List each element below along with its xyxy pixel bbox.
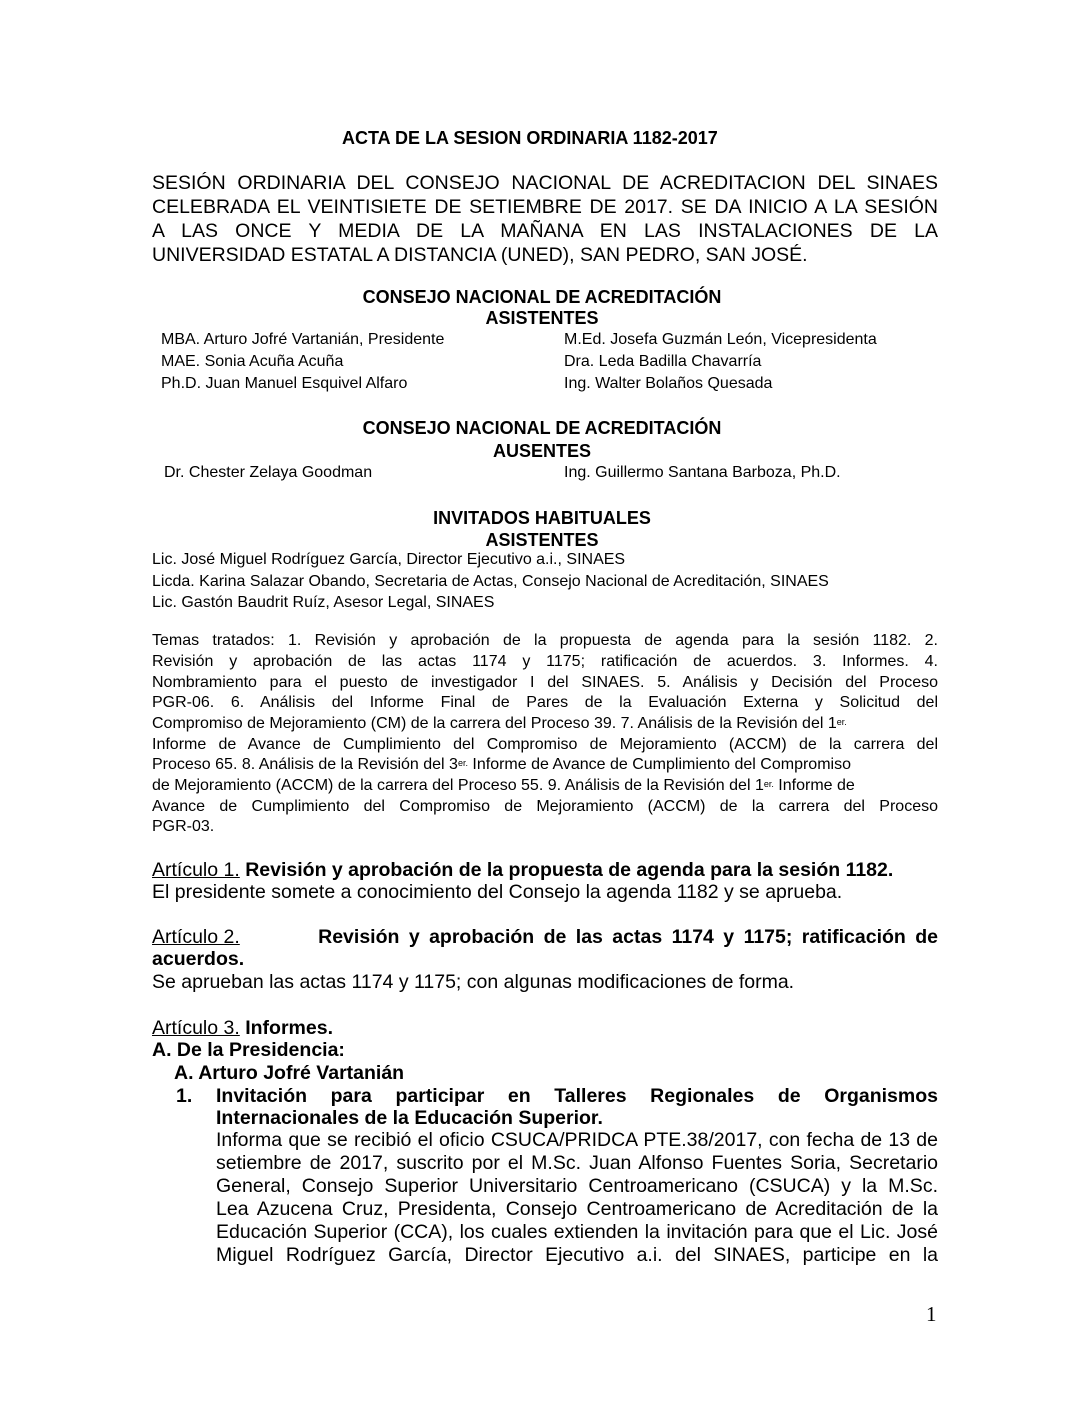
article-2-label: Artículo 2. (152, 926, 240, 948)
council-absent-subheading: AUSENTES (492, 441, 591, 461)
ordinal-suffix: er. (763, 779, 774, 789)
member-left-2: MAE. Sonia Acuña Acuña (161, 353, 344, 370)
page-number: 1 (926, 1302, 937, 1326)
item-1-body-line-3: General, Consejo Superior Universitario Centroamericano (CSUCA) y la M.Sc. (216, 1175, 938, 1197)
guest-1: Lic. José Miguel Rodríguez García, Director Ejecutivo a.i., SINAES (152, 551, 626, 568)
article-3-heading (152, 1016, 333, 1040)
topics-line-8-text-b: Informe de (773, 777, 855, 794)
item-1-body-line-1: Informa que se recibió el oficio CSUCA/PRIDCA PTE.38/2017, con fecha de 13 de (216, 1129, 938, 1151)
ordinal-suffix: er. (836, 717, 847, 727)
section-a-heading: A. De la Presidencia: (152, 1039, 345, 1061)
intro-line-1: SESIÓN ORDINARIA DEL CONSEJO NACIONAL DE ACREDITACION DEL SINAES (152, 172, 938, 194)
topics-line-3: Nombramiento para el puesto de investigador I del SINAES. 5. Análisis y Decisión del Proceso (152, 674, 938, 691)
council-present-heading: CONSEJO NACIONAL DE ACREDITACIÓN (362, 287, 722, 307)
article-1-title: Revisión y aprobación de la propuesta de agenda para la sesión 1182. (245, 859, 894, 881)
member-right-3: Ing. Walter Bolaños Quesada (564, 375, 773, 392)
topics-line-6: Informe de Avance de Cumplimiento del Compromiso de Mejoramiento (ACCM) de la carrera del (152, 736, 938, 753)
topics-line-9: Avance de Cumplimiento del Compromiso de Mejoramiento (ACCM) de la carrera del Proceso (152, 798, 938, 815)
topics-line-8-text-a: de Mejoramiento (ACCM) de la carrera del Proceso 55. 9. Análisis de la Revisión del 1 (152, 777, 764, 794)
topics-line-8 (152, 776, 855, 797)
member-right-1: M.Ed. Josefa Guzmán León, Vicepresidenta (564, 331, 877, 348)
topics-line-2: Revisión y aprobación de las actas 1174 y 1175; ratificación de acuerdos. 3. Informes. 4. (152, 653, 938, 670)
topics-line-4: PGR-06. 6. Análisis del Informe Final de Pares de la Evaluación Externa y Solicitud del (152, 694, 938, 711)
council-present-subheading: ASISTENTES (485, 308, 599, 328)
article-2-heading-line-1 (152, 925, 938, 949)
article-3-label: Artículo 3. (152, 1017, 240, 1039)
article-1-heading (152, 858, 893, 882)
topics-line-10: PGR-03. (152, 818, 215, 835)
item-1-title-line-1: Invitación para participar en Talleres Regionales de Organismos (216, 1085, 938, 1107)
topics-line-1: Temas tratados: 1. Revisión y aprobación de la propuesta de agenda para la sesión 1182. 2. (152, 632, 938, 649)
article-1-label: Artículo 1. (152, 859, 240, 881)
member-left-3: Ph.D. Juan Manuel Esquivel Alfaro (161, 375, 408, 392)
ordinal-suffix: er. (457, 758, 468, 768)
intro-line-3: A LAS ONCE Y MEDIA DE LA MAÑANA EN LAS INSTALACIONES DE LA (152, 220, 938, 242)
topics-line-7-text-a: Proceso 65. 8. Análisis de la Revisión del 3 (152, 756, 458, 773)
intro-line-4: UNIVERSIDAD ESTATAL A DISTANCIA (UNED), SAN PEDRO, SAN JOSÉ. (152, 244, 808, 266)
subsection-a-heading: A. Arturo Jofré Vartanián (174, 1062, 405, 1084)
article-1-body: El presidente somete a conocimiento del Consejo la agenda 1182 y se aprueba. (152, 881, 843, 903)
item-1-number: 1. (176, 1085, 193, 1107)
article-2-title: Revisión y aprobación de las actas 1174 y 1175; ratificación de (318, 926, 938, 948)
item-1-body-line-5: Educación Superior (CCA), los cuales extienden la invitación para que el Lic. José (216, 1221, 938, 1243)
guest-3: Lic. Gastón Baudrit Ruíz, Asesor Legal, SINAES (152, 594, 495, 611)
member-right-2: Dra. Leda Badilla Chavarría (564, 353, 762, 370)
document-title: ACTA DE LA SESION ORDINARIA 1182-2017 (342, 128, 718, 148)
intro-line-2: CELEBRADA EL VEINTISIETE DE SETIEMBRE DE 2017. SE DA INICIO A LA SESIÓN (152, 196, 938, 218)
article-2-body: Se aprueban las actas 1174 y 1175; con algunas modificaciones de forma. (152, 971, 795, 993)
article-2-heading-line-2: acuerdos. (152, 948, 245, 970)
member-left-1: MBA. Arturo Jofré Vartanián, Presidente (161, 331, 445, 348)
guests-subheading: ASISTENTES (485, 530, 599, 550)
council-absent-heading: CONSEJO NACIONAL DE ACREDITACIÓN (362, 418, 722, 438)
item-1-body-line-2: setiembre de 2017, suscrito por el M.Sc. Juan Alfonso Fuentes Soria, Secretario (216, 1152, 938, 1174)
item-1-body-line-6: Miguel Rodríguez García, Director Ejecutivo a.i. del SINAES, participe en la (216, 1244, 938, 1266)
guests-heading: INVITADOS HABITUALES (433, 508, 651, 528)
topics-line-7-text-b: Informe de Avance de Cumplimiento del Compromiso (467, 756, 851, 773)
guest-2: Licda. Karina Salazar Obando, Secretaria de Actas, Consejo Nacional de Acreditación, SINAES (152, 573, 829, 590)
topics-line-5-text: Compromiso de Mejoramiento (CM) de la carrera del Proceso 39. 7. Análisis de la Revisión del 1 (152, 715, 837, 732)
absent-right-1: Ing. Guillermo Santana Barboza, Ph.D. (564, 464, 841, 481)
topics-line-7 (152, 755, 851, 776)
absent-left-1: Dr. Chester Zelaya Goodman (164, 464, 373, 481)
article-3-title: Informes. (245, 1017, 333, 1039)
item-1-title-line-2: Internacionales de la Educación Superior. (216, 1107, 603, 1129)
topics-line-5 (152, 714, 847, 735)
item-1-body-line-4: Lea Azucena Cruz, Presidenta, Consejo Centroamericano de Acreditación de la (216, 1198, 938, 1220)
